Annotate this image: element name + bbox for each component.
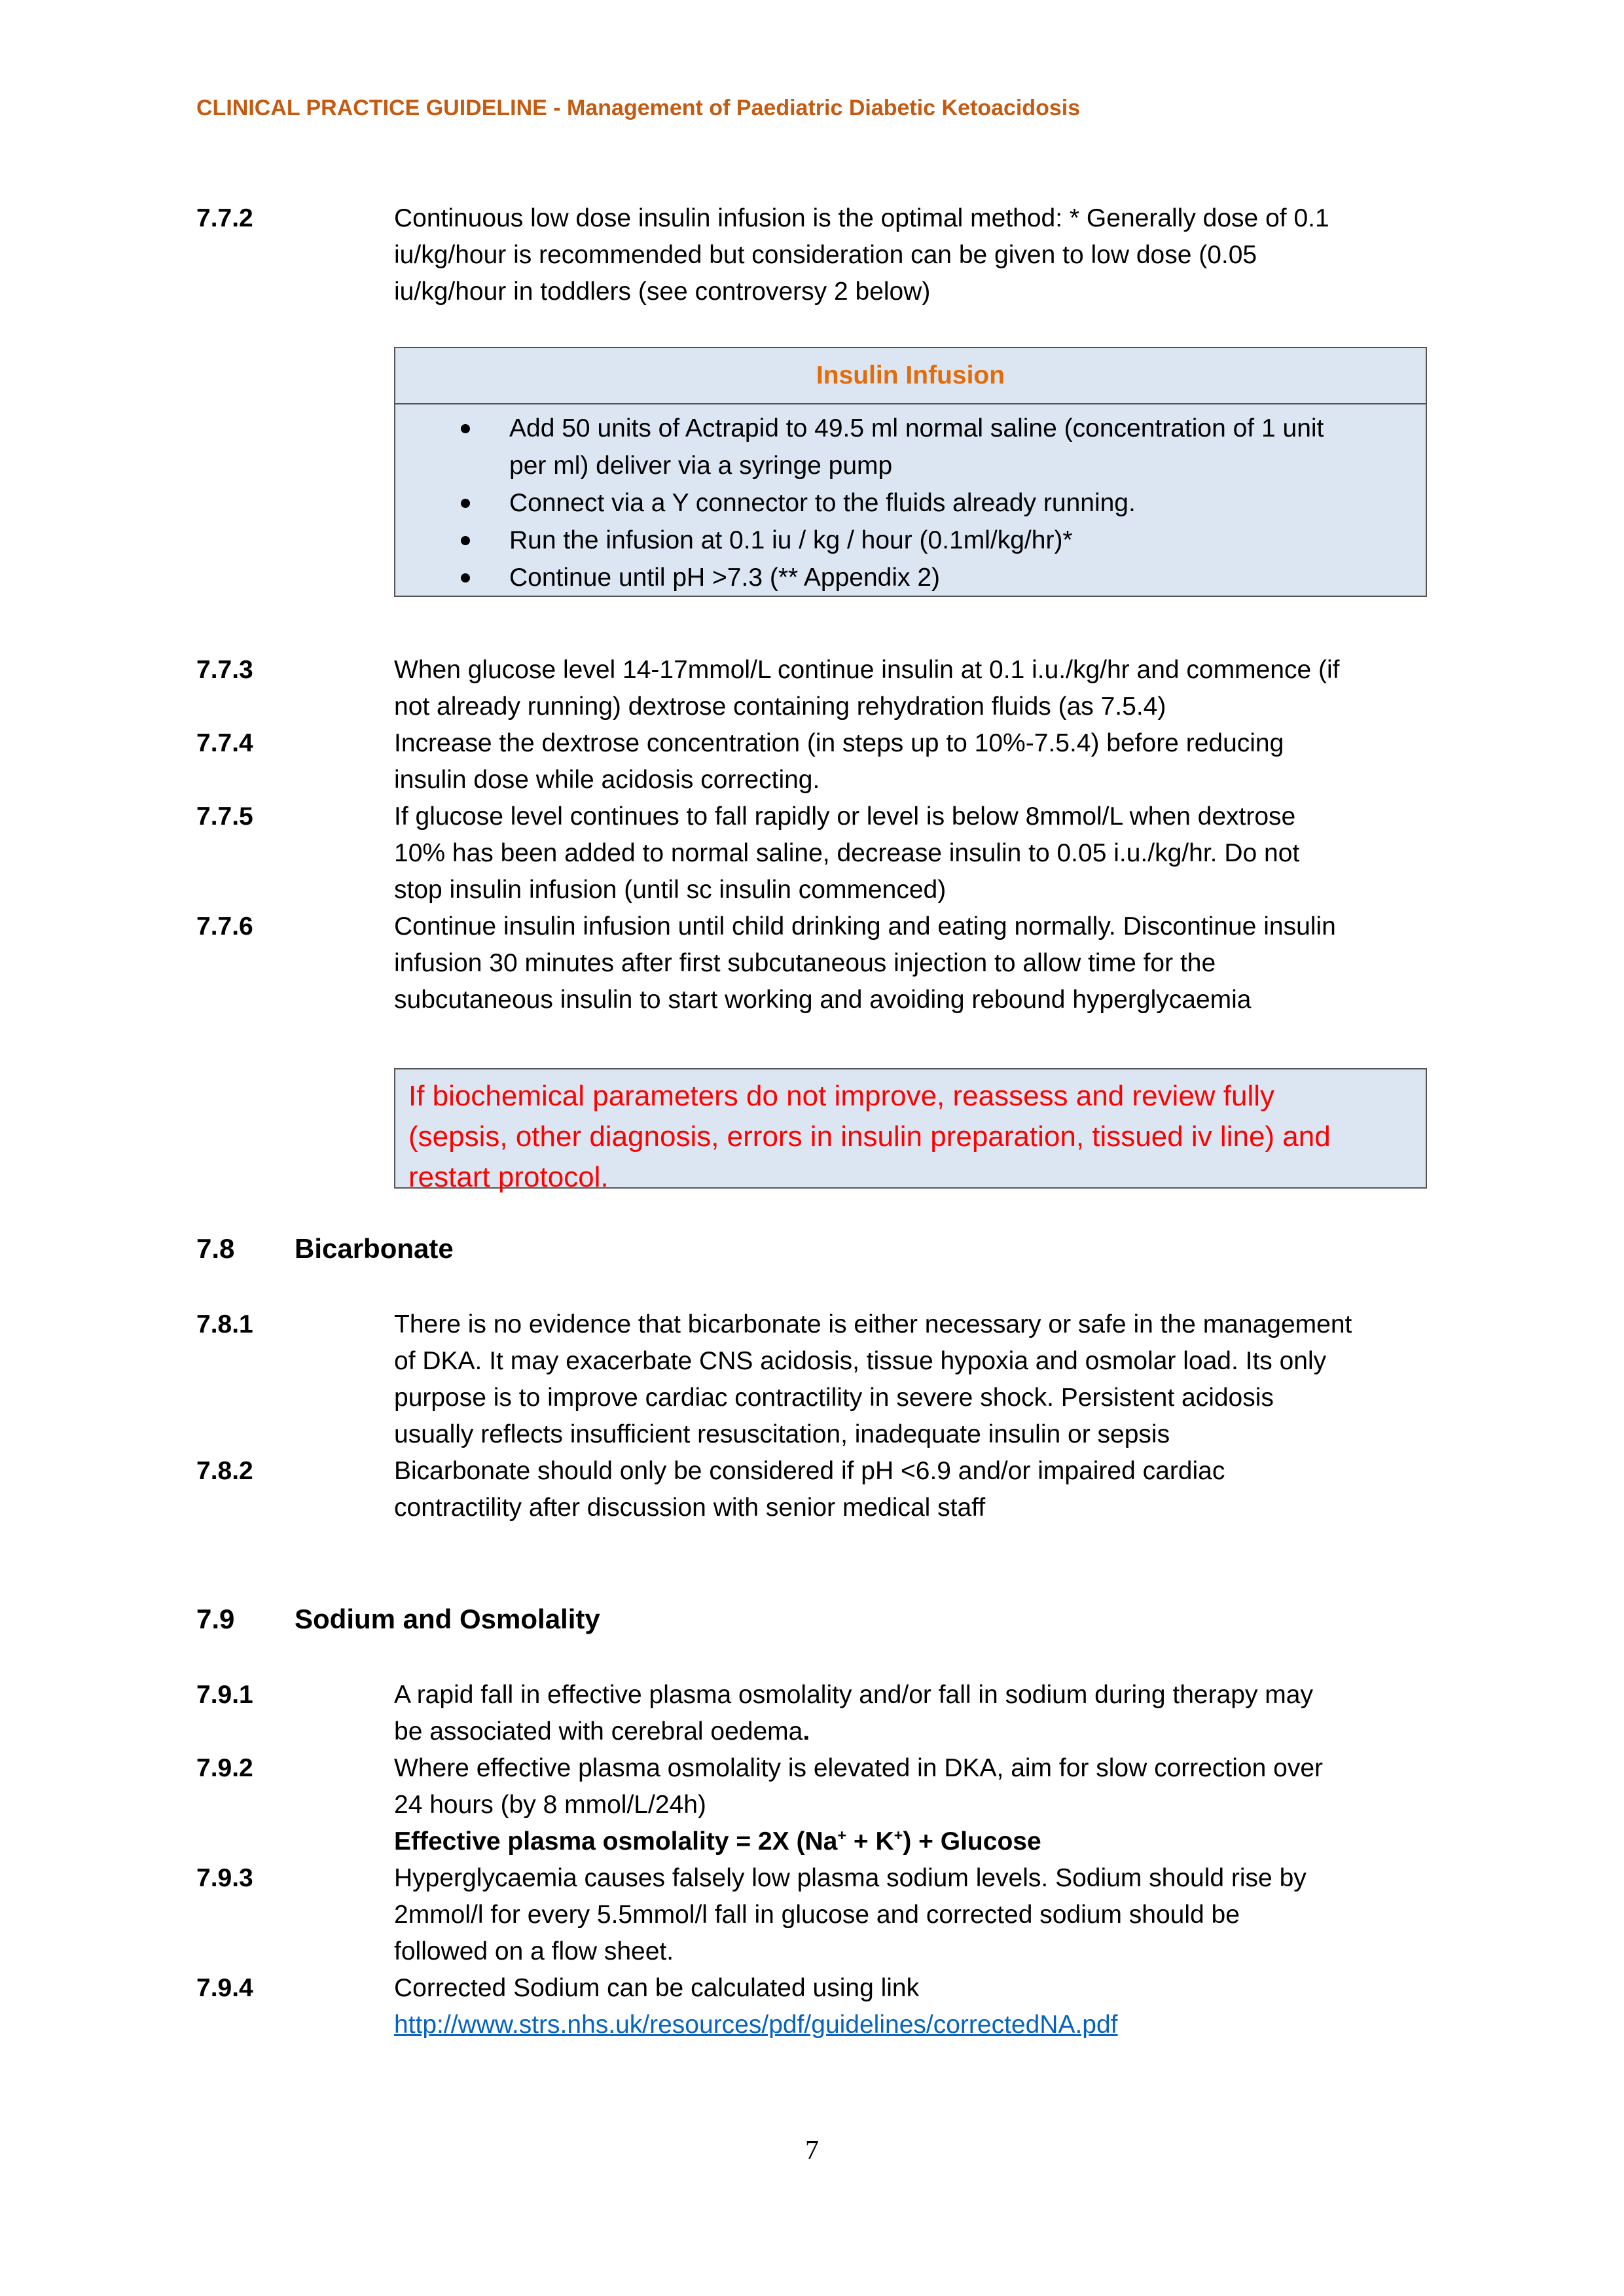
section-number-7-7-6: 7.7.6: [196, 912, 253, 941]
text-line: insulin dose while acidosis correcting.: [394, 766, 820, 794]
superscript: +: [837, 1827, 847, 1844]
bullet-icon: [461, 536, 470, 545]
text-line: A rapid fall in effective plasma osmolality and/or fall in sodium during therapy may: [394, 1681, 1313, 1709]
text-line: (sepsis, other diagnosis, errors in insulin preparation, tissued iv line) and: [408, 1121, 1331, 1153]
insulin-infusion-list: [395, 404, 1426, 596]
text-line: stop insulin infusion (until sc insulin commenced): [394, 876, 947, 904]
list-item-text: Add 50 units of Actrapid to 49.5 ml normal saline (concentration of 1 unit: [509, 414, 1324, 442]
section-7-7-5-text: [394, 798, 1441, 908]
section-7-7-4-text: [394, 725, 1441, 798]
text-line: iu/kg/hour is recommended but consideration can be given to low dose (0.05: [394, 241, 1257, 269]
section-number-7-9-3: 7.9.3: [196, 1864, 253, 1892]
section-number-7-7-4: 7.7.4: [196, 729, 253, 757]
list-item-text: Connect via a Y connector to the fluids already running.: [509, 489, 1136, 517]
text-line: 10% has been added to normal saline, decrease insulin to 0.05 i.u./kg/hr. Do not: [394, 839, 1300, 867]
section-heading-bicarbonate: Bicarbonate: [295, 1233, 454, 1264]
insulin-infusion-title: Insulin Infusion: [395, 348, 1426, 404]
section-number-7-9-1: 7.9.1: [196, 1681, 253, 1709]
text-line: not already running) dextrose containing rehydration fluids (as 7.5.4): [394, 692, 1166, 721]
section-7-7-2-text: [394, 200, 1441, 310]
section-7-9-4-text: [394, 1970, 1441, 2043]
text-line: usually reflects insufficient resuscitation, inadequate insulin or sepsis: [394, 1420, 1170, 1448]
section-number-7-7-2: 7.7.2: [196, 204, 253, 232]
text-line: infusion 30 minutes after first subcutaneous injection to allow time for the: [394, 949, 1216, 977]
section-7-9-3-text: [394, 1860, 1441, 1970]
warning-text: [395, 1069, 1426, 1198]
section-7-8-2-text: [394, 1453, 1441, 1526]
link-line: [394, 2007, 1441, 2043]
section-7-9-1-text: [394, 1677, 1441, 1750]
bullet-icon: [461, 499, 470, 508]
list-item: [395, 484, 1426, 522]
list-item: [395, 522, 1426, 559]
list-item-text: Continue until pH >7.3 (** Appendix 2): [509, 564, 941, 592]
text-line: followed on a flow sheet.: [394, 1937, 674, 1965]
text-line: Hyperglycaemia causes falsely low plasma sodium levels. Sodium should rise by: [394, 1864, 1307, 1892]
section-7-9-2-text: [394, 1750, 1441, 1860]
formula-part: ) + Glucose: [903, 1827, 1041, 1856]
text-line: Continuous low dose insulin infusion is the optimal method: * Generally dose of 0.1: [394, 204, 1329, 232]
text-line: 24 hours (by 8 mmol/L/24h): [394, 1791, 706, 1819]
text-line: There is no evidence that bicarbonate is either necessary or safe in the management: [394, 1310, 1352, 1338]
list-item-text: per ml) deliver via a syringe pump: [509, 452, 893, 480]
corrected-sodium-link[interactable]: http://www.strs.nhs.uk/resources/pdf/guidelines/correctedNA.pdf: [394, 2011, 1118, 2039]
formula-part: Effective plasma osmolality = 2X (Na: [394, 1827, 838, 1856]
section-heading-sodium-osmolality: Sodium and Osmolality: [295, 1604, 600, 1634]
text-line: Increase the dextrose concentration (in steps up to 10%-7.5.4) before reducing: [394, 729, 1284, 757]
text-line: Bicarbonate should only be considered if pH <6.9 and/or impaired cardiac: [394, 1457, 1225, 1485]
text-span: be associated with cerebral oedema: [394, 1717, 803, 1746]
list-item: [395, 559, 1426, 596]
text-line: Continue insulin infusion until child drinking and eating normally. Discontinue insulin: [394, 912, 1336, 941]
superscript: +: [893, 1827, 903, 1844]
text-line: Where effective plasma osmolality is elevated in DKA, aim for slow correction over: [394, 1754, 1324, 1782]
section-7-7-6-text: [394, 908, 1441, 1018]
text-line: 2mmol/l for every 5.5mmol/l fall in glucose and corrected sodium should be: [394, 1901, 1240, 1929]
text-line: iu/kg/hour in toddlers (see controversy 2 below): [394, 278, 931, 306]
formula-part: + K: [846, 1827, 894, 1856]
page-number: 7: [805, 2136, 819, 2166]
section-number-7-9: 7.9: [196, 1604, 235, 1634]
osmolality-formula: [394, 1823, 1441, 1860]
document-header: CLINICAL PRACTICE GUIDELINE - Management of Paediatric Diabetic Ketoacidosis: [196, 96, 1081, 120]
bullet-icon: [461, 573, 470, 583]
text-line: If biochemical parameters do not improve, reassess and review fully: [408, 1080, 1275, 1112]
list-item: [395, 410, 1426, 484]
section-number-7-8-1: 7.8.1: [196, 1310, 253, 1338]
bold-period: .: [803, 1717, 810, 1746]
section-number-7-7-3: 7.7.3: [196, 656, 253, 684]
text-line: of DKA. It may exacerbate CNS acidosis, tissue hypoxia and osmolar load. Its only: [394, 1347, 1327, 1375]
section-number-7-7-5: 7.7.5: [196, 802, 253, 831]
text-line: contractility after discussion with senior medical staff: [394, 1494, 986, 1522]
list-item-text: Run the infusion at 0.1 iu / kg / hour (0.1ml/kg/hr)*: [509, 526, 1073, 554]
section-number-7-8-2: 7.8.2: [196, 1457, 253, 1485]
text-line: Corrected Sodium can be calculated using link: [394, 1974, 920, 2002]
text-line: If glucose level continues to fall rapidly or level is below 8mmol/L when dextrose: [394, 802, 1296, 831]
text-line: subcutaneous insulin to start working and avoiding rebound hyperglycaemia: [394, 986, 1252, 1014]
section-number-7-9-4: 7.9.4: [196, 1974, 253, 2002]
bullet-icon: [461, 424, 470, 433]
warning-box: [394, 1068, 1427, 1193]
section-7-7-3-text: [394, 652, 1441, 725]
section-7-8-1-text: [394, 1306, 1441, 1453]
section-number-7-8: 7.8: [196, 1233, 235, 1264]
insulin-infusion-box: [394, 347, 1427, 597]
text-line: [394, 1713, 1441, 1750]
section-number-7-9-2: 7.9.2: [196, 1754, 253, 1782]
text-line: purpose is to improve cardiac contractility in severe shock. Persistent acidosis: [394, 1384, 1274, 1412]
text-line: restart protocol.: [408, 1161, 609, 1193]
text-line: When glucose level 14-17mmol/L continue insulin at 0.1 i.u./kg/hr and commence (if: [394, 656, 1340, 684]
